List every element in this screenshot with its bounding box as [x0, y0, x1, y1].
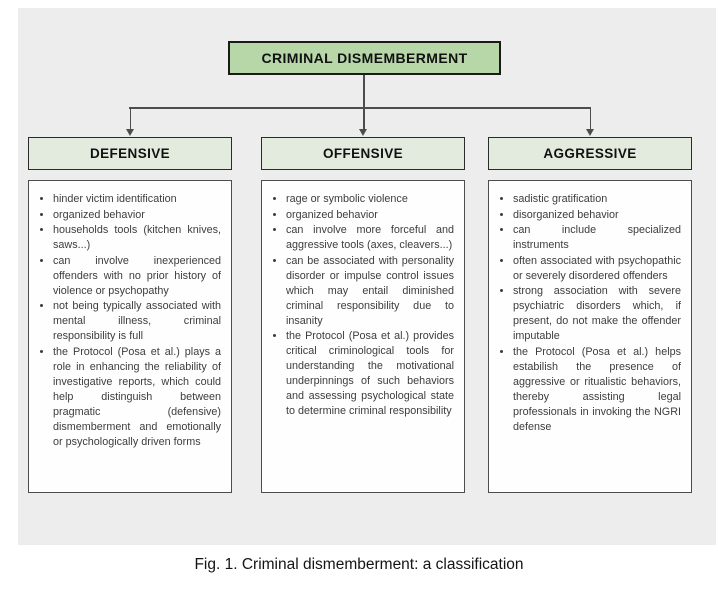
- root-node: [228, 41, 501, 75]
- bullet-item: • sadistic gratification: [513, 192, 681, 207]
- root-node-label: CRIMINAL DISMEMBERMENT: [261, 50, 468, 66]
- bullet-list-defensive: [36, 192, 221, 450]
- bullet-list-aggressive: [496, 192, 681, 435]
- arrow-down-icon: [586, 129, 594, 136]
- bullet-item: • disorganized behavior: [513, 208, 681, 223]
- header-offensive: [261, 137, 465, 170]
- connector-branch-left: [130, 107, 132, 130]
- bullet-item: • the Protocol (Posa et al.) helps estabilish the presence of aggressive or ritualistic behaviors, thereby assisting legal professionals in invoking the NGRI defense: [513, 345, 681, 435]
- header-defensive: [28, 137, 232, 170]
- content-box-defensive: [28, 180, 232, 493]
- bullet-item: • the Protocol (Posa et al.) plays a role in enhancing the reliability of investigative reports, which could help distinguish between pragmatic (defensive) dismemberment and emotionally or psychologically driven forms: [53, 345, 221, 450]
- bullet-item: • can involve inexperienced offenders with no prior history of violence or psychopathy: [53, 254, 221, 299]
- bullet-item: • not being typically associated with mental illness, criminal responsibility is full: [53, 299, 221, 344]
- header-offensive-label: OFFENSIVE: [322, 146, 404, 161]
- header-defensive-label: DEFENSIVE: [89, 146, 171, 161]
- bullet-item: • often associated with psychopathic or severely disordered offenders: [513, 254, 681, 284]
- content-box-offensive: [261, 180, 465, 493]
- bullet-list-offensive: [269, 192, 454, 419]
- arrow-down-icon: [126, 129, 134, 136]
- connector-root-stem: [363, 75, 365, 130]
- bullet-item: • can involve more forceful and aggressive tools (axes, cleavers...): [286, 223, 454, 253]
- figure-caption: Fig. 1. Criminal dismemberment: a classification: [194, 556, 524, 573]
- bullet-item: • hinder victim identification: [53, 192, 221, 207]
- bullet-item: • households tools (kitchen knives, saws...): [53, 223, 221, 253]
- bullet-item: • rage or symbolic violence: [286, 192, 454, 207]
- bullet-item: • organized behavior: [286, 208, 454, 223]
- bullet-item: • organized behavior: [53, 208, 221, 223]
- connector-branch-right: [590, 107, 592, 130]
- arrow-down-icon: [359, 129, 367, 136]
- bullet-item: • can include specialized instruments: [513, 223, 681, 253]
- header-aggressive-label: AGGRESSIVE: [543, 146, 637, 161]
- connector-horizontal: [129, 107, 591, 109]
- bullet-item: • can be associated with personality disorder or impulse control issues which may entail diminished criminal responsibility due to insanity: [286, 254, 454, 329]
- content-box-aggressive: [488, 180, 692, 493]
- header-aggressive: [488, 137, 692, 170]
- bullet-item: • strong association with severe psychiatric disorders which, if present, do not make the offender imputable: [513, 284, 681, 344]
- bullet-item: • the Protocol (Posa et al.) provides critical criminological tools for understanding the motivational underpinnings of such behaviors and assessing psychological state to determine criminal responsibility: [286, 329, 454, 419]
